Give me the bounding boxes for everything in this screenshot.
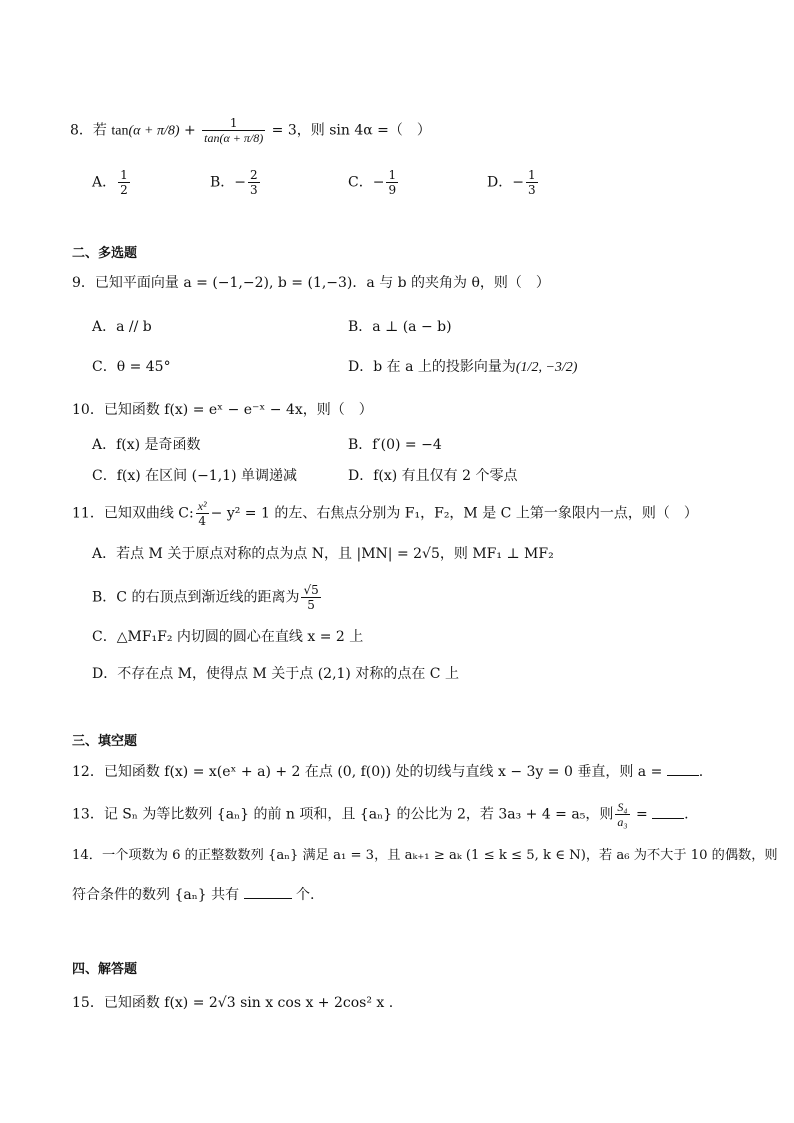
- q13-frac-den: a₃: [617, 815, 628, 829]
- option-fraction: [248, 168, 260, 197]
- answer-blank[interactable]: [667, 763, 699, 776]
- q12-end: .: [698, 764, 704, 780]
- q11-option-c: C．△MF₁F₂ 内切圆的圆心在直线 x = 2 上: [92, 629, 364, 645]
- q9-option-b: B．a ⊥ (a − b): [348, 319, 452, 335]
- q11-option-b: [92, 583, 323, 612]
- option-fraction: [526, 168, 538, 197]
- q8-option-b: [210, 168, 262, 197]
- q11-fraction: [196, 499, 209, 528]
- option-den: 2: [120, 183, 128, 197]
- q8-frac-den: tan(α + π/8): [204, 131, 264, 145]
- q10-option-c: C．f(x) 在区间 (−1,1) 单调递减: [92, 468, 297, 484]
- option-den: 3: [527, 183, 536, 197]
- q11-b-num: √5: [303, 583, 319, 597]
- q11-b-fraction: [301, 583, 320, 612]
- q13-fraction: [615, 800, 629, 829]
- option-label: B．: [210, 174, 235, 191]
- q8-number: 8．: [70, 122, 93, 139]
- q10-option-d: D．f(x) 有且仅有 2 个零点: [348, 468, 518, 484]
- question-14-line-2: [72, 886, 314, 904]
- q8-option-a: [92, 168, 132, 197]
- option-den: 3: [250, 183, 258, 197]
- section-heading-solutions: 四、解答题: [72, 962, 138, 977]
- q11-b-den: 5: [307, 598, 315, 612]
- q8-tail: ，则 sin 4α =（ ）: [296, 122, 431, 139]
- q11-frac-num: x²: [197, 499, 207, 513]
- q13-pre: 13．记 Sₙ 为等比数列 {aₙ} 的前 n 项和，且 {aₙ} 的公比为 2，若 3a₃ + 4 = a₅，则: [72, 806, 614, 823]
- q13-post: =: [631, 806, 648, 823]
- question-10-stem: 10．已知函数 f(x) = eˣ − e⁻ˣ − 4x，则（ ）: [72, 402, 373, 418]
- q8-frac-num: 1: [202, 116, 265, 131]
- option-den: 9: [388, 183, 397, 197]
- q8-lead: 若: [92, 122, 107, 139]
- q10-option-a: A．f(x) 是奇函数: [92, 437, 201, 453]
- q8-equals: = 3: [267, 122, 297, 139]
- answer-blank[interactable]: [244, 886, 292, 899]
- option-num: 1: [388, 168, 397, 182]
- q12-stem: 12．已知函数 f(x) = x(eˣ + a) + 2 在点 (0, f(0)) 处的切线与直线 x − 3y = 0 垂直，则 a =: [72, 764, 663, 780]
- question-14-line-1: 14．一个项数为 6 的正整数数列 {aₙ} 满足 a₁ = 3，且 aₖ₊₁ ≥ aₖ (1 ≤ k ≤ 5, k ∈ N)，若 a₆ 为不大于 10 的偶数，则: [72, 848, 778, 863]
- q8-arg: (α + π/8): [128, 123, 180, 139]
- question-9-stem: 9．已知平面向量 a = (−1,−2), b = (1,−3)．a 与 b 的夹角为 θ，则（ ）: [72, 275, 550, 291]
- q11-stem-post: − y² = 1 的左、右焦点分别为 F₁，F₂，M 是 C 上第一象限内一点，则（ ）: [210, 505, 698, 522]
- option-label: D．: [487, 174, 513, 191]
- question-12: [72, 763, 703, 781]
- option-num: 1: [120, 168, 128, 182]
- q11-stem-pre: 11．已知双曲线 C:: [72, 505, 194, 522]
- question-13: [72, 800, 689, 829]
- section-heading-multiple-choice: 二、多选题: [72, 246, 138, 261]
- q9-option-d: [348, 358, 577, 377]
- option-sign: −: [512, 174, 524, 191]
- q9-d-value: (1/2, −3/2): [515, 360, 578, 375]
- q9-d-text: D．b 在 a 上的投影向量为: [348, 359, 516, 375]
- answer-blank[interactable]: [652, 806, 684, 819]
- option-fraction: [386, 168, 398, 197]
- q11-option-d: D．不存在点 M，使得点 M 关于点 (2,1) 对称的点在 C 上: [92, 666, 459, 682]
- q13-end: .: [684, 806, 689, 823]
- option-num: 2: [250, 168, 258, 182]
- q8-option-c: [348, 168, 400, 197]
- option-label: C．: [348, 174, 373, 191]
- option-sign: −: [372, 174, 385, 191]
- option-sign: −: [234, 174, 247, 191]
- q14-line2-post: 个.: [296, 887, 315, 903]
- question-8: [70, 116, 431, 145]
- q11-b-text: B．C 的右顶点到渐近线的距离为: [92, 589, 300, 606]
- q11-frac-den: 4: [198, 514, 206, 528]
- option-fraction: [118, 168, 130, 197]
- q8-plus: +: [179, 122, 201, 139]
- q8-fraction: [202, 116, 265, 145]
- q9-option-c: C．θ = 45°: [92, 359, 171, 375]
- question-11-stem: [72, 499, 698, 528]
- q8-tan: tan: [111, 123, 129, 139]
- section-heading-fill-in: 三、填空题: [72, 734, 138, 749]
- q8-option-d: [487, 168, 540, 197]
- question-15-stem: 15．已知函数 f(x) = 2√3 sin x cos x + 2cos² x .: [72, 995, 394, 1011]
- q13-frac-num: S₄: [617, 800, 628, 814]
- option-num: 1: [527, 168, 536, 182]
- option-label: A．: [92, 174, 117, 191]
- q9-option-a: A．a // b: [92, 319, 152, 335]
- q14-line2-pre: 符合条件的数列 {aₙ} 共有: [72, 887, 240, 903]
- q11-option-a: A．若点 M 关于原点对称的点为点 N，且 |MN| = 2√5，则 MF₁ ⊥ MF₂: [92, 546, 554, 562]
- q10-option-b: B．f′(0) = −4: [348, 437, 442, 453]
